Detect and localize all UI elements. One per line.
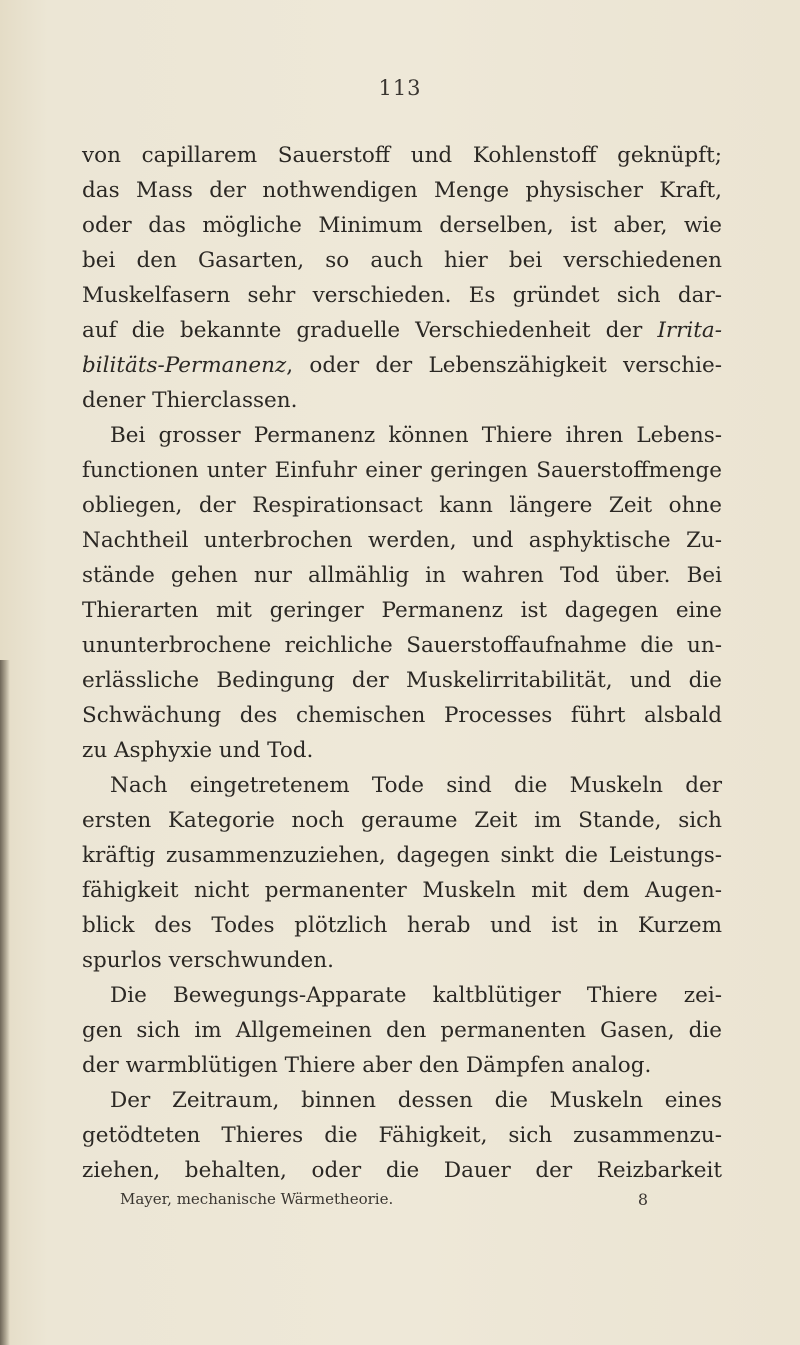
page-number: 113 <box>378 76 422 100</box>
text-line: ununterbrochene reichliche Sauerstoffaufnahme die un- <box>82 633 722 658</box>
page-edge-shadow <box>0 660 10 1345</box>
text-line: gen sich im Allgemeinen den permanenten Gasen, die <box>82 1018 722 1043</box>
text-line: Die Bewegungs-Apparate kaltblütiger Thiere zei- <box>110 983 722 1008</box>
text-line: ziehen, behalten, oder die Dauer der Reizbarkeit <box>82 1158 722 1183</box>
text-line: kräftig zusammenzuziehen, dagegen sinkt die Leistungs- <box>82 843 722 868</box>
text-line: von capillarem Sauerstoff und Kohlenstoff geknüpft; <box>82 143 722 168</box>
text-line: Der Zeitraum, binnen dessen die Muskeln eines <box>110 1088 722 1113</box>
signature-footer <box>120 1190 648 1208</box>
text-line: getödteten Thieres die Fähigkeit, sich zusammenzu- <box>82 1123 722 1148</box>
text-line: Thierarten mit geringer Permanenz ist dagegen eine <box>82 598 722 623</box>
text-line: zu Asphyxie und Tod. <box>82 738 314 763</box>
text-line: bei den Gasarten, so auch hier bei verschiedenen <box>82 248 722 273</box>
signature-mark: 8 <box>637 1190 648 1209</box>
text-line: Nachtheil unterbrochen werden, und asphyktische Zu- <box>82 528 722 553</box>
text-line: stände gehen nur allmählig in wahren Tod über. Bei <box>82 563 722 588</box>
text-line: oder das mögliche Minimum derselben, ist aber, wie <box>82 213 722 238</box>
text-line: functionen unter Einfuhr einer geringen Sauerstoffmenge <box>82 458 722 483</box>
text-line: das Mass der nothwendigen Menge physischer Kraft, <box>82 178 722 203</box>
text-line: erlässliche Bedingung der Muskelirritabilität, und die <box>82 668 722 693</box>
text-line: blick des Todes plötzlich herab und ist in Kurzem <box>82 913 722 938</box>
text-line: dener Thierclassen. <box>82 388 298 413</box>
text-line: obliegen, der Respirationsact kann längere Zeit ohne <box>82 493 722 518</box>
text-line: bilitäts-Permanenz, oder der Lebenszähigkeit verschie- <box>82 353 722 378</box>
text-line: Muskelfasern sehr verschieden. Es gründet sich dar- <box>82 283 722 308</box>
footer-title: Mayer, mechanische Wärmetheorie. <box>120 1190 394 1208</box>
text-line: fähigkeit nicht permanenter Muskeln mit dem Augen- <box>82 878 722 903</box>
text-line: Nach eingetretenem Tode sind die Muskeln der <box>110 773 722 798</box>
text-line: der warmblütigen Thiere aber den Dämpfen analog. <box>82 1053 652 1078</box>
text-line: auf die bekannte graduelle Verschiedenheit der Irrita- <box>82 318 722 343</box>
text-line: spurlos verschwunden. <box>82 948 334 973</box>
text-line: Bei grosser Permanenz können Thiere ihren Lebens- <box>110 423 722 448</box>
text-line: ersten Kategorie noch geraume Zeit im Stande, sich <box>82 808 722 833</box>
text-line: Schwächung des chemischen Processes führt alsbald <box>82 703 722 728</box>
